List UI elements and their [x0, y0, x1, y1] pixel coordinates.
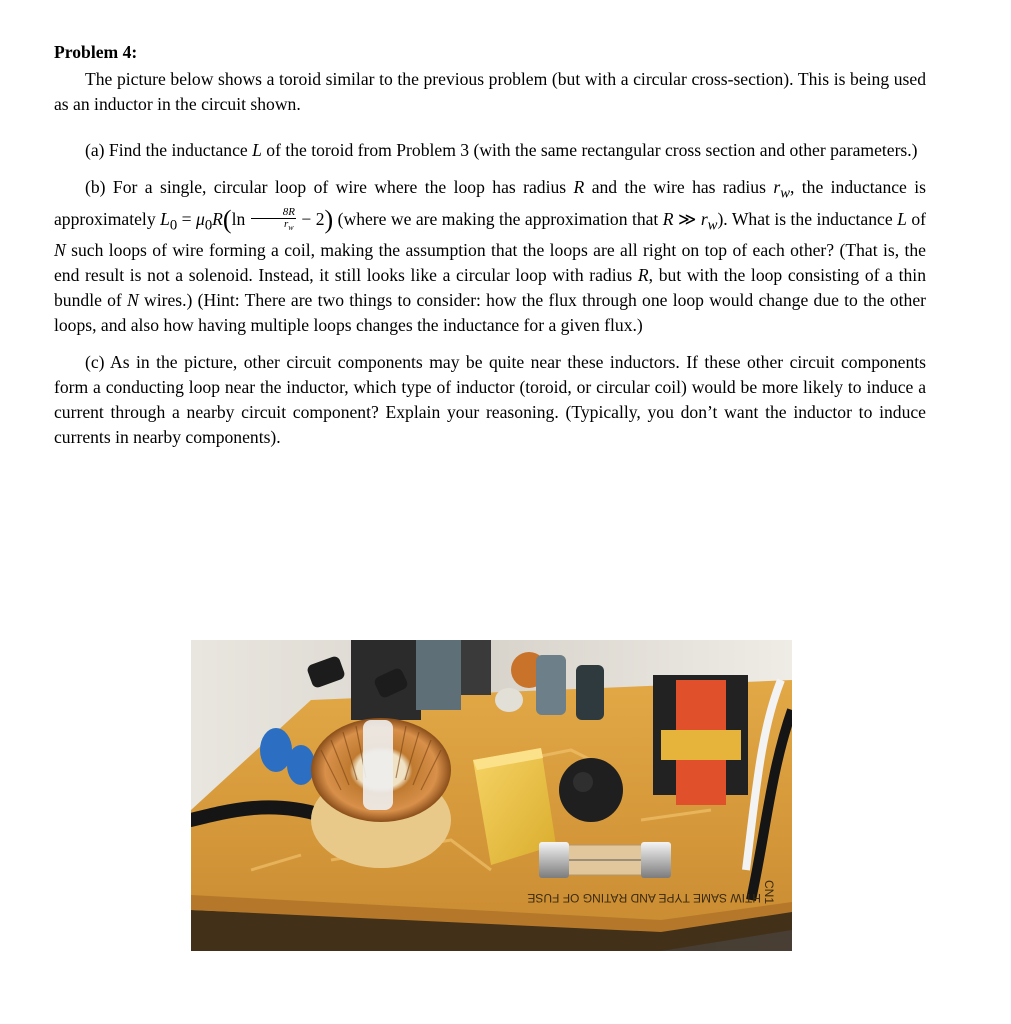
- transformer: [653, 675, 748, 805]
- fuse-cap-left: [539, 842, 569, 878]
- blue-capacitor-2: [287, 745, 315, 785]
- subscript-0: 0: [169, 217, 178, 234]
- circuit-board-photo: [191, 640, 792, 951]
- part-b-text-8: , but with the loop consisting of a thin bundle of: [54, 265, 926, 311]
- problem-text: [54, 40, 926, 450]
- electrolytic-cap-2: [576, 665, 604, 720]
- part-a-text-2: of the toroid from Problem 3 (with the same rectangular cross section and other parameters.): [261, 140, 918, 160]
- part-b-text-6: of: [906, 208, 926, 229]
- symbol-r: r: [773, 177, 781, 197]
- fraction-numerator: 8R: [251, 207, 296, 219]
- subscript-w-2: w: [707, 217, 718, 234]
- subscript-mu-0: 0: [204, 217, 213, 234]
- white-component: [495, 688, 523, 712]
- part-a-text-1: (a) Find the inductance: [85, 140, 253, 160]
- equals-sign: =: [177, 208, 196, 229]
- electrolytic-cap-1: [536, 655, 566, 715]
- fuse-cap-right: [641, 842, 671, 878]
- fraction-8R-over-rw: [251, 207, 296, 233]
- symbol-N-2: N: [127, 290, 139, 311]
- part-b-paragraph: [54, 175, 926, 338]
- symbol-r-2: r: [700, 208, 708, 229]
- toroid-inductor: [311, 718, 451, 868]
- intro-paragraph: The picture below shows a toroid similar to the previous problem (but with a circular cross-section). This is being used as an inductor in the circuit shown.: [54, 69, 926, 114]
- part-c-paragraph: (c) As in the picture, other circuit components may be quite near these inductors. If these other circuit components form a conducting loop near the inductor, which type of inductor (toroid, or circular coil) would be more likely to induce a current through a nearby circuit component? Explain your reasoning. (Typically, you don’t want the inductor to induce currents in nearby components).: [54, 352, 926, 448]
- varistor-highlight: [573, 772, 593, 792]
- part-b-text-7: such loops of wire forming a coil, making the assumption that the loops are all right on top of each other? (That is, the end result is not a solenoid. Instead, it still looks like a circular loop with radius: [54, 240, 926, 286]
- part-b-text-2: and the wire has radius: [584, 177, 774, 197]
- symbol-L0: L: [160, 208, 170, 229]
- part-b-text-3: , the inductance is approximately: [54, 177, 927, 229]
- symbol-N: N: [54, 240, 66, 261]
- fraction-denominator: [251, 219, 296, 233]
- fraction-den-r: r: [284, 218, 289, 231]
- board-fuse-text: HTIW SAME TYPE AND RATING OF FUSE: [527, 891, 761, 905]
- board-connector-label: CN1: [762, 880, 776, 905]
- minus-two: − 2: [296, 208, 325, 229]
- circuit-board-illustration: [191, 640, 792, 951]
- transformer-winding: [661, 730, 741, 760]
- much-greater-sign: ≫: [673, 208, 701, 229]
- metal-bracket: [416, 640, 461, 710]
- fraction-den-sub: w: [288, 223, 294, 233]
- black-disc-varistor: [559, 758, 623, 822]
- part-b-text-5: ). What is the inductance: [717, 208, 898, 229]
- symbol-R-2: R: [212, 208, 223, 229]
- open-paren: (: [222, 204, 232, 234]
- symbol-L-2: L: [897, 208, 907, 229]
- part-a-symbol-L: L: [252, 140, 262, 160]
- part-b-text-1: (b) For a single, circular loop of wire where the loop has radius: [85, 177, 574, 197]
- toroid-center-clip: [363, 720, 393, 810]
- symbol-R-4: R: [637, 265, 649, 286]
- ln-operator: ln: [231, 208, 250, 229]
- glass-fuse: [539, 842, 671, 878]
- problem-heading: Problem 4:: [54, 42, 138, 62]
- close-paren: ): [324, 204, 334, 234]
- part-b-text-9: wires.) (Hint: There are two things to consider: how the flux through one loop would change due to the other loops, and also how having multiple loops changes the inductance for a given flux.): [54, 290, 926, 336]
- black-component: [461, 640, 491, 695]
- part-a-paragraph: [54, 138, 926, 163]
- part-b-text-4: (where we are making the approximation that: [333, 208, 663, 229]
- symbol-R: R: [573, 177, 585, 197]
- symbol-R-3: R: [662, 208, 674, 229]
- subscript-w: w: [780, 185, 790, 202]
- symbol-mu: μ: [195, 208, 205, 229]
